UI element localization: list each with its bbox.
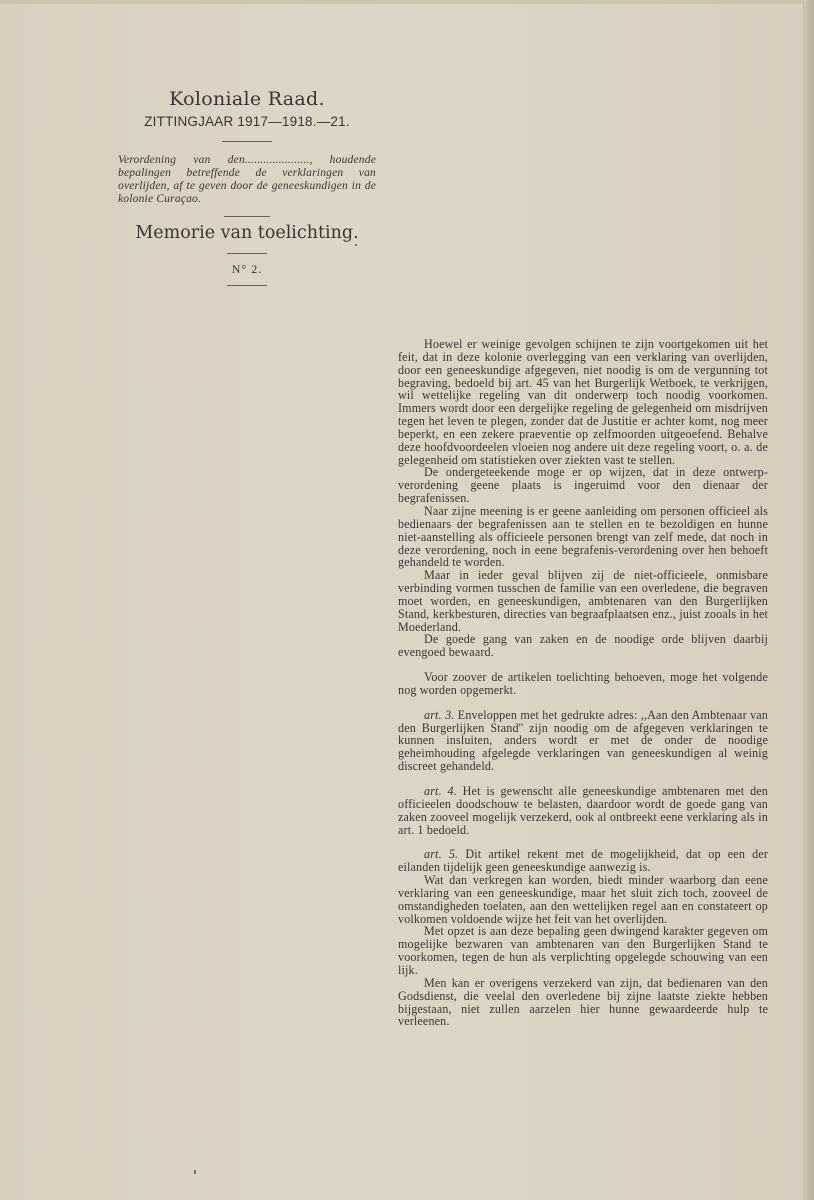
divider [222,141,272,142]
divider [224,216,270,217]
paragraph: Men kan er overigens verzekerd van zijn, dat bedienaren van den Godsdienst, die veelal den overledene bij zijne laatste ziekte hebben bijgestaan, niet zullen aarzelen hier hunne gewaardeerde hulp te verleenen. [398,975,768,1029]
paragraph: Met opzet is aan deze bepaling geen dwingend karakter gegeven om mogelijke bezwaren van ambtenaren van den Burgerlijken Stand te voorkomen, tegen de hun als verplichting opgelegde schouwing van een lijk. [398,924,768,977]
article-text: Het is gewenscht alle geneeskundige ambtenaren met den officieelen doodschouw te belasten, daardoor wordt de goede gang van zaken zooveel mogelijk verzekerd, ook al ontbreekt eene verklaring als in art. 1 bedoeld. [398,784,768,837]
decree-description: Verordening van den....................., houdende bepalingen betreffende de verklaringen van overlijden, af te geven door de geneeskundigen in de kolonie Curaçao. [118,154,376,205]
article-label: art. 3. [424,707,455,722]
paragraph: Hoewel er weinige gevolgen schijnen te zijn voortgekomen uit het feit, dat in deze kolonie overlegging van een verklaring van overlijden, door een geneeskundige afgegeven, niet noodig is om de vergunning tot begraving, bedoeld bij art. 45 van het Burgerlijk Wetboek, te verkrijgen, wil wettelijke regeling van dit onderwerp toch noodig voorkomen. Immers wordt door een dergelijke regeling de gelegenheid om misdrijven tegen het leven te plegen, zonder dat de Justitie er achter komt, nog meer beperkt, en een zekere praeventie op zelfmoorden uitgeoefend. Behalve deze hoofdvoordeelen vloeien nog andere uit deze regeling voort, o. a. de gelegenheid om statistieken over ziekten vast te stellen. [398,337,768,467]
article-text: Enveloppen met het gedrukte adres: ,,Aan den Ambtenaar van den Burgerlijken Stand'' zijn noodig om de afgegeven verklaringen te kunnen insluiten, anders wordt er met de onder de noodige geheimhouding afgelegde verklaringen van geneeskundigen al weinig discreet gehandeld. [398,707,768,774]
article-3-note [398,709,768,773]
paragraph: Maar in ieder geval blijven zij de niet-officieele, onmisbare verbinding vormen tusschen de familie van een overledene, die begraven moet worden, en geneeskundigen, ambtenaren van den Burgerlijken Stand, kerkbesturen, directies van begraafplaatsen enz., juist zooals in het Moederland. [398,568,768,634]
council-title: Koloniale Raad. [169,88,325,110]
divider [227,285,267,286]
paragraph: Voor zoover de artikelen toelichting behoeven, moge het volgende nog worden opgemerkt. [398,670,768,697]
memo-body [398,338,768,1028]
divider [227,253,267,254]
document-number: N° 2. [231,262,263,276]
document-header [118,88,376,286]
article-4-note [398,785,768,836]
page-right-edge [803,0,814,1200]
paper-mark [194,1170,196,1174]
article-5-note [398,848,768,874]
memo-title: Memorie van toelichting. [135,223,359,243]
paragraph: De ondergeteekende moge er op wijzen, dat in deze ontwerp-verordening geene plaats is ingeruimd voor den dienaar der begrafenissen. [398,465,768,506]
paragraph: Naar zijne meening is er geene aanleiding om personen officieel als bedienaars der begrafenissen aan te stellen en te bezoldigen en hunne niet-aanstelling als officieele personen brengt van zelf mede, dat noch in deze verordening, noch in eene begrafenis-verordening over hen behoeft gehandeld te worden. [398,503,768,570]
session-year: ZITTINGJAAR 1917—1918.—21. [144,114,350,129]
paragraph: De goede gang van zaken en de noodige orde blijven daarbij evengoed bewaard. [398,632,768,660]
article-text: Dit artikel rekent met de mogelijkheid, dat op een der eilanden tijdelijk geen geneeskundige aanwezig is. [398,847,769,875]
paper-mark [355,244,357,246]
article-label: art. 4. [424,784,457,798]
paragraph: Wat dan verkregen kan worden, biedt minder waarborg dan eene verklaring van een geneeskundige, maar het sluit zich toch, zooveel de omstandigheden toelaten, aan den wettelijken regel aan en constateert op volkomen voldoende wijze het feit van het overlijden. [398,873,768,926]
page-top-edge [0,0,814,4]
article-label: art. 5. [424,847,459,862]
